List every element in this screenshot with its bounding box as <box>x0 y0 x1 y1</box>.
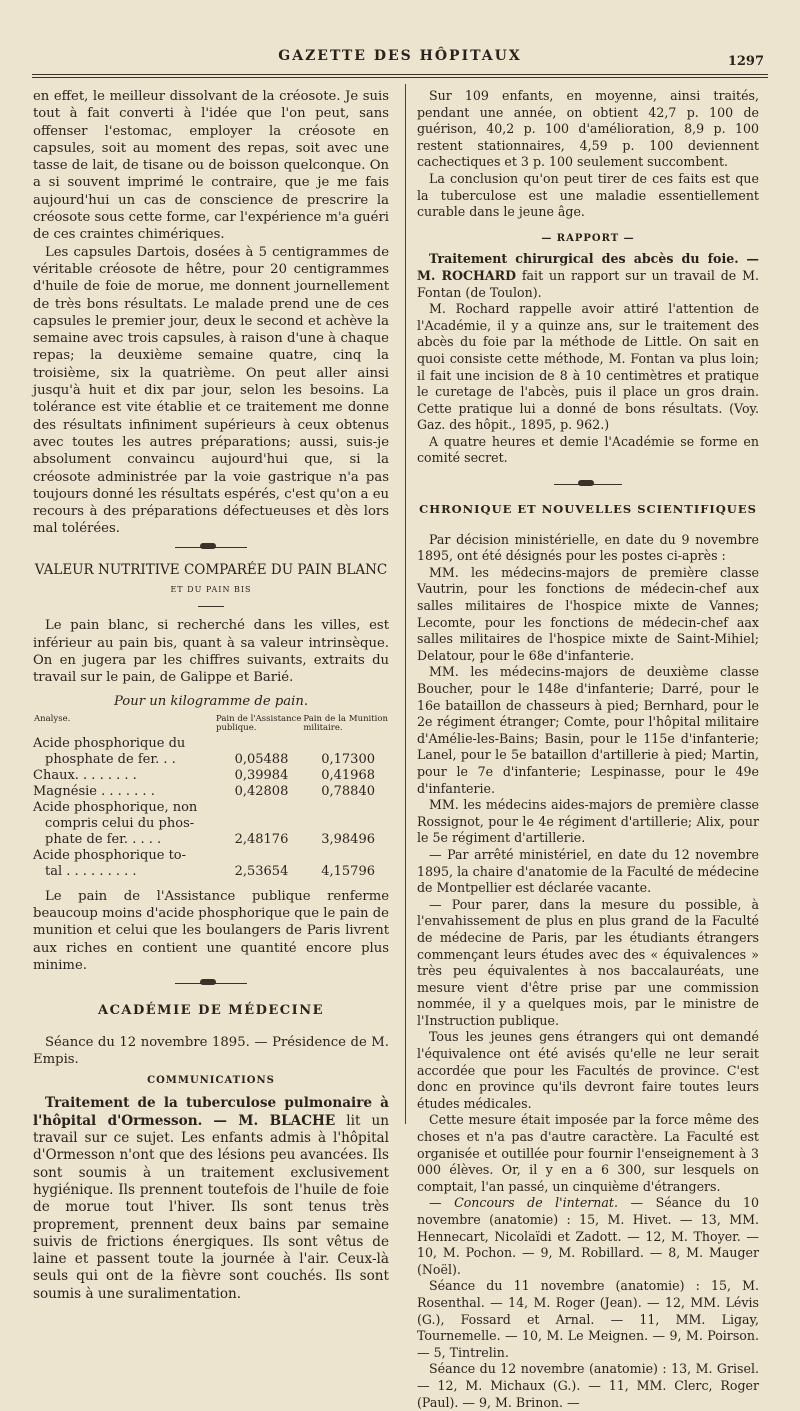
subsection-title: — RAPPORT — <box>541 232 635 244</box>
author-name: — M. BLACHE <box>213 1112 336 1129</box>
paragraph: M. Rochard rappelle avoir attiré l'attention de l'Académie, il y a quinze ans, sur le traitement des abcès du foie par la méthode de Little. On sait en quoi consiste cette méthode, M. Fontan va plus loin; il fait une incision de 8 à 10 centimètres et pratique le curetage de l'abcès, puis il place un gros drain. Cette pratique lui a donné de bons résultats. (Voy. Gaz. des hôpit., 1895, p. 962.) <box>417 301 759 433</box>
cell-value: 0,17300 <box>321 751 375 767</box>
cell-value: 4,15796 <box>321 863 375 879</box>
table-header-row <box>33 714 389 736</box>
paragraph <box>417 1195 759 1278</box>
paragraph <box>417 251 759 301</box>
column-header: Pain de l'Assistance publique. <box>216 713 302 733</box>
ornament-separator <box>417 475 759 493</box>
paragraph: La conclusion qu'on peut tirer de ces faits est que la tuberculose est une maladie essentiellement curable dans le jeune âge. <box>417 170 759 220</box>
table-row <box>33 832 389 848</box>
row-label: Magnésie . . . . . . . <box>33 783 155 799</box>
header-rule-bottom <box>32 77 768 78</box>
paragraph: — Pour parer, dans la mesure du possible, à l'envahissement de plus en plus grand de la Faculté de médecine de Paris, par les étudiants étrangers commençant leurs études avec des « équivalences » très peu équivalentes à nos baccalauréats, une mesure vient d'être prise par une commission nommée, il y a quelques mois, par le ministre de l'Instruction publique. <box>417 896 759 1028</box>
paragraph: Le pain de l'Assistance publique renferme beaucoup moins d'acide phosphorique que le pain de munition et celui que les boulangers de Paris livrent aux riches en contient une quantité encore plus minime. <box>33 888 389 973</box>
paragraph: Séance du 11 novembre (anatomie) : 15, M. Rosenthal. — 14, M. Roger (Jean). — 12, MM. Lévis (G.), Fossard et Arnal. — 11, MM. Ligay, Tournemelle. — 10, M. Le Meignen. — 9, M. Poirson. — 5, Tintrelin. <box>417 1278 759 1360</box>
paragraph: MM. les médecins-majors de deuxième classe Boucher, pour le 148e d'infanterie; Darré, pour le 16e bataillon de chasseurs à pied; Bernhard, pour le 2e régiment étranger; Comte, pour l'hôpital militaire d'Amélie-les-Bains; Basin, pour le 115e d'infanterie; Lanel, pour le 5e bataillon d'artillerie à pied; Martin, pour le 7e d'infanterie; Lespinasse, pour le 49e d'infanterie. <box>417 664 759 796</box>
notice-title: — Concours de l'internat. <box>429 1195 618 1211</box>
cell-value: 3,98496 <box>321 831 375 847</box>
article-subtitle: ET DU PAIN BIS <box>170 585 252 595</box>
paragraph: Les capsules Dartois, dosées à 5 centigrammes de véritable créosote de hêtre, pour 20 centigrammes d'huile de foie de morue, me donnent journellement de très bons résultats. Le malade prend une de ces capsules le premier jour, deux le second et achève la semaine avec trois capsules, à raison d'une à chaque repas; la deuxième semaine quatre, cinq la troisième, six la quatrième. On peut aller ainsi jusqu'à huit et dix par jour, selon les besoins. La tolérance est vite établie et ce traitement me donne des résultats infiniment supérieurs à ceux obtenus avec toutes les autres préparations; aussi, suis-je absolument convaincu aujourd'hui que, si la créosote administrée par la voie gastrique n'a pas toujours donné les résultats espérés, c'est qu'on a eu recours à des préparations défectueuses et dès lors mal tolérées. <box>33 244 389 537</box>
table-row <box>33 784 389 800</box>
paragraph: MM. les médecins aides-majors de première classe Rossignot, pour le 4e régiment d'artillerie; Alix, pour le 5e régiment d'artillerie. <box>417 797 759 846</box>
paragraph: Tous les jeunes gens étrangers qui ont demandé l'équivalence ont été avisés qu'elle ne leur serait accordée que pour les Facultés de province. C'est donc en province qu'ils devront faire toutes leurs études médicales. <box>417 1029 759 1111</box>
page-header <box>32 44 768 72</box>
cell-value: 0,42808 <box>234 783 289 799</box>
paragraph <box>33 1095 389 1303</box>
section-title: CHRONIQUE ET NOUVELLES SCIENTIFIQUES <box>419 502 757 517</box>
paragraph: Sur 109 enfants, en moyenne, ainsi traités, pendant une année, on obtient 42,7 p. 100 de guérison, 40,2 p. 100 d'amélioration, 8,9 p. 100 restent stationnaires, 4,59 p. 100 deviennent cachectiques et 3 p. 100 seulement succombent. <box>417 88 759 170</box>
row-label: phate de fer. . . . . <box>45 831 162 847</box>
ornament-separator <box>33 974 389 992</box>
table-row <box>33 816 389 832</box>
left-column <box>33 88 389 1303</box>
paragraph: A quatre heures et demie l'Académie se forme en comité secret. <box>417 433 759 466</box>
communication-title: Traitement de la tuberculose pulmonaire à l'hôpital d'Ormesson. <box>33 1095 389 1129</box>
table-title: Pour un kilogramme de pain. <box>113 693 309 709</box>
right-column <box>417 88 759 1411</box>
paragraph: Séance du 12 novembre (anatomie) : 13, M. Grisel. — 12, M. Michaux (G.). — 11, MM. Clerc, Roger (Paul). — 9, M. Brinon. — <box>417 1361 759 1410</box>
paragraph: en effet, le meilleur dissolvant de la créosote. Je suis tout à fait converti à l'idée que l'on peut, sans offenser l'estomac, employer la créosote en capsules, soit au moment des repas, soit avec une tasse de lait, de tisane ou de boisson quelconque. On a si souvent imprimé le contraire, que je me fais aujourd'hui un cas de conscience de prescrire la créosote sous cette forme, car l'expérience m'a guéri de ces craintes chimériques. <box>33 89 389 243</box>
cell-value: 2,53654 <box>234 863 289 879</box>
row-label: tal . . . . . . . . . <box>45 863 137 879</box>
cell-value: 0,39984 <box>234 767 289 783</box>
header-rule-top <box>32 74 768 75</box>
row-label: phosphate de fer. . . <box>45 751 176 767</box>
cell-value: 2,48176 <box>234 831 289 847</box>
table-row <box>33 752 389 768</box>
table-row <box>33 864 389 880</box>
paragraph: — Par arrêté ministériel, en date du 12 novembre 1895, la chaire d'anatomie de la Faculté de médecine de Montpellier est déclarée vacante. <box>417 846 759 896</box>
row-label: compris celui du phos- <box>45 815 195 831</box>
table-row <box>33 768 389 784</box>
report-text: fait un rapport sur un travail de M. Fontan (de Toulon). <box>417 267 759 300</box>
cell-value: 0,05488 <box>234 751 289 767</box>
column-header: Analyse. <box>34 713 71 724</box>
column-header: Pain de la Munition militaire. <box>303 713 388 733</box>
row-label: Chaux. . . . . . . . <box>33 767 137 783</box>
paragraph: Par décision ministérielle, en date du 9 novembre 1895, ont été désignés pour les postes ci-après : <box>417 531 759 564</box>
cell-value: 0,41968 <box>321 767 375 783</box>
ornament-separator <box>33 538 389 556</box>
table-row <box>33 848 389 864</box>
cell-value: 0,78840 <box>321 783 375 799</box>
page-number: 1297 <box>727 54 764 69</box>
short-rule <box>198 606 224 607</box>
table-row <box>33 736 389 752</box>
journal-title: GAZETTE DES HÔPITAUX <box>278 48 522 64</box>
notice-text: — Séance du 10 novembre (anatomie) : 15, M. Hivet. — 13, MM. Hennecart, Nicolaïdi et Zadott. — 12, M. Thoyer. — 10, M. Pochon. — 9, M. Robillard. — 8, M. Mauger (Noël). <box>417 1195 759 1277</box>
paragraph: Cette mesure était imposée par la force même des choses et n'a pas d'autre caractère. La Faculté est organisée et outillée pour fournir l'enseignement à 3 000 élèves. Or, il y en a 6 300, sur lesquels on comptait, l'an passé, un cinquième d'étrangers. <box>417 1112 759 1194</box>
nutrition-table <box>33 714 389 880</box>
column-divider <box>405 84 406 1124</box>
author-name: — M. ROCHARD <box>417 251 759 283</box>
session-line: Séance du 12 novembre 1895. — Présidence de M. Empis. <box>33 1034 389 1067</box>
paragraph: Le pain blanc, si recherché dans les villes, est inférieur au pain bis, quant à sa valeur intrinsèque. On en jugera par les chiffres suivants, extraits du travail sur le pain, de Galippe et Barié. <box>33 618 389 686</box>
row-label: Acide phosphorique, non <box>33 799 198 815</box>
section-title: ACADÉMIE DE MÉDECINE <box>97 1003 324 1019</box>
communication-text: lit un travail sur ce sujet. Les enfants admis à l'hôpital d'Ormesson n'ont que des lésions peu avancées. Ils sont soumis à un traitement exclusivement hygiénique. Ils prennent toutefois de l'huile de foie de morue tout l'hiver. Ils sont tenus très proprement, prennent deux bains par semaine suivis de frictions énergiques. Ils sont vêtus de laine et passent toute la journée à l'air. Ceux-là seuls qui ont de la fièvre sont couchés. Ils sont soumis à une suralimentation. <box>33 1112 389 1302</box>
row-label: Acide phosphorique to- <box>33 847 187 863</box>
paragraph: MM. les médecins-majors de première classe Vautrin, pour les fonctions de médecin-chef aux salles militaires de l'hospice mixte de Vannes; Lecomte, pour les fonctions de médecin-chef aax salles militaires de l'hospice mixte de Saint-Mihiel; Delatour, pour le 68e d'infanterie. <box>417 564 759 663</box>
table-row <box>33 800 389 816</box>
row-label: Acide phosphorique du <box>33 735 186 751</box>
article-title: VALEUR NUTRITIVE COMPARÉE DU PAIN BLANC <box>34 561 388 578</box>
subsection-title: COMMUNICATIONS <box>147 1075 275 1087</box>
report-title: Traitement chirurgical des abcès du foie. <box>429 251 739 267</box>
